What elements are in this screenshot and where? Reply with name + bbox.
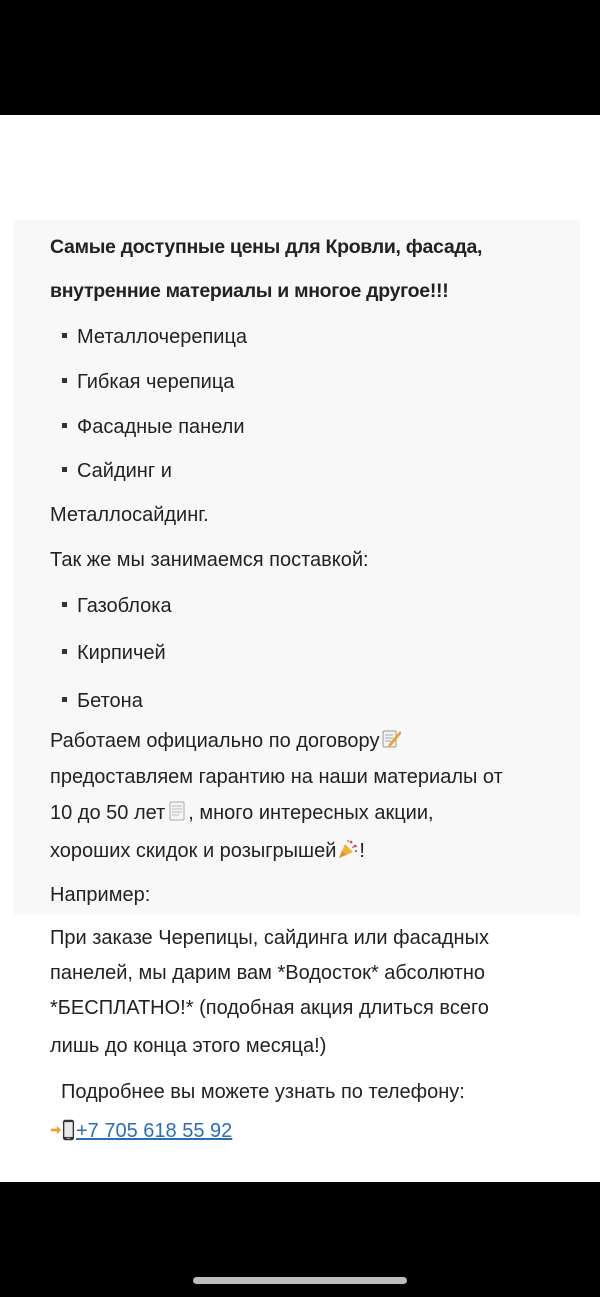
list-item-label: Кирпичей xyxy=(77,642,166,664)
document-icon xyxy=(166,800,188,822)
promo-line-1: При заказе Черепицы, сайдинга или фасадных xyxy=(50,927,489,949)
list-item xyxy=(62,687,143,715)
guarantee-text-3a: 10 до 50 лет xyxy=(50,802,166,824)
list-item xyxy=(62,323,247,351)
supply-intro: Так же мы занимаемся поставкой: xyxy=(50,549,369,571)
list-item-label: Сайдинг и xyxy=(77,460,172,482)
promo-line-2: панелей, мы дарим вам *Водосток* абсолютно xyxy=(50,962,486,984)
list-item xyxy=(62,457,172,485)
promo-line-3: *БЕСПЛАТНО!* (подобная акция длиться всего xyxy=(50,997,489,1019)
bullet-icon xyxy=(62,697,67,702)
list-item-label: Фасадные панели xyxy=(77,416,245,438)
party-popper-icon xyxy=(337,838,359,860)
guarantee-line-1 xyxy=(50,727,402,755)
list-item xyxy=(62,413,245,441)
home-indicator[interactable] xyxy=(193,1277,407,1284)
guarantee-line-4 xyxy=(50,837,365,865)
mobile-phone-icon xyxy=(62,1118,75,1142)
arrow-right-icon xyxy=(50,1119,62,1141)
bullet-icon xyxy=(62,602,67,607)
guarantee-text-3b: , много интересных акции, xyxy=(188,802,434,824)
list-item-label: Металлочерепица xyxy=(77,326,248,348)
list-item-label: Газоблока xyxy=(77,595,172,617)
contact-phone-row xyxy=(50,1117,232,1145)
guarantee-text-4b: ! xyxy=(359,840,365,862)
example-label: Например: xyxy=(50,884,151,906)
list-item xyxy=(62,592,172,620)
guarantee-text-1: Работаем официально по договору xyxy=(50,730,380,752)
phone-link[interactable]: +7 705 618 55 92 xyxy=(76,1120,233,1142)
list-item xyxy=(62,639,166,667)
list-item-label: Гибкая черепица xyxy=(77,371,235,393)
bullet-icon xyxy=(62,467,67,472)
guarantee-line-3 xyxy=(50,799,434,827)
bullet-icon xyxy=(62,649,67,654)
headline-line-2: внутренние материалы и многое другое!!! xyxy=(50,280,449,302)
bullet-icon xyxy=(62,333,67,338)
post-page xyxy=(0,115,600,1182)
contact-prompt: Подробнее вы можете узнать по телефону: xyxy=(61,1081,465,1103)
list-item-label: Бетона xyxy=(77,690,143,712)
guarantee-line-2: предоставляем гарантию на наши материалы от xyxy=(50,766,503,788)
promo-line-4: лишь до конца этого месяца!) xyxy=(50,1035,327,1057)
bullet-icon xyxy=(62,423,67,428)
bullet-icon xyxy=(62,378,67,383)
memo-icon xyxy=(380,728,402,750)
guarantee-text-4a: хороших скидок и розыгрышей xyxy=(50,840,337,862)
materials-continuation: Металлосайдинг. xyxy=(50,504,209,526)
list-item xyxy=(62,368,234,396)
headline-line-1: Самые доступные цены для Кровли, фасада, xyxy=(50,236,483,258)
